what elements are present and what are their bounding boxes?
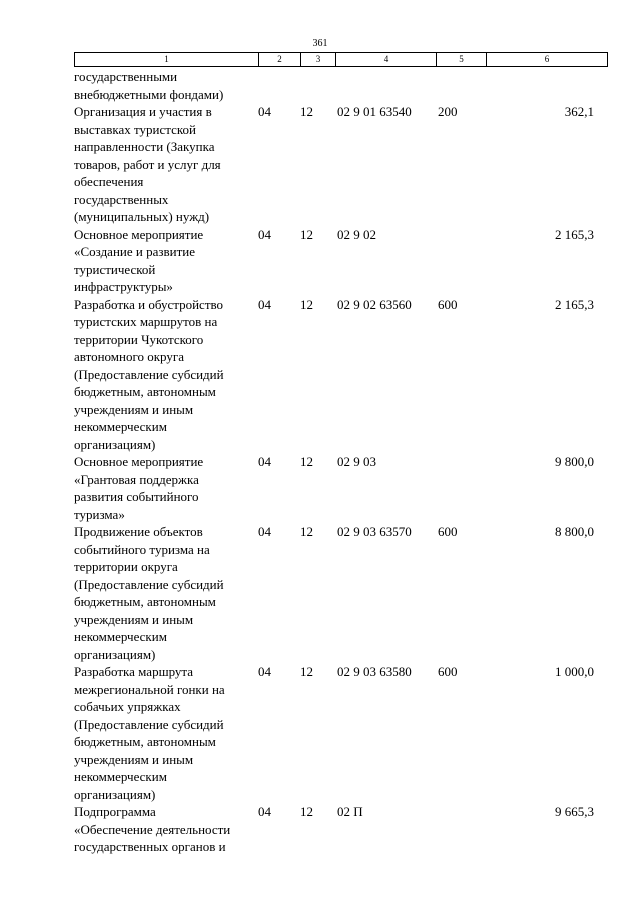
row-amount: 2 165,3	[555, 226, 594, 242]
row-section: 04	[258, 804, 271, 819]
header-col-1: 1	[75, 53, 259, 66]
row-amount: 9 665,3	[555, 804, 594, 819]
row-subsection: 12	[300, 296, 313, 312]
row-section: 04	[258, 454, 271, 469]
row-target-code: 02 9 01 63540	[337, 104, 412, 119]
row-target-code: 02 9 03 63580	[337, 664, 412, 679]
row-subsection: 12	[300, 804, 313, 819]
row-name: Разработка маршрута межрегиональной гонки на собачьих упряжках (Предоставление субсидий бюджетным, автономным учреждениям и иным некоммерческим организациям)	[74, 664, 225, 802]
row-section: 04	[258, 104, 271, 119]
row-amount: 2 165,3	[555, 296, 594, 312]
table-row	[74, 68, 608, 103]
table-row	[74, 103, 608, 226]
row-subsection: 12	[300, 226, 313, 242]
table-header	[74, 52, 608, 67]
row-target-code: 02 9 03 63570	[337, 524, 412, 539]
table-row	[74, 803, 608, 856]
table-row	[74, 663, 608, 803]
row-expense-type: 600	[438, 664, 458, 679]
row-amount: 8 800,0	[555, 524, 594, 539]
row-amount: 9 800,0	[555, 454, 594, 469]
header-col-3: 3	[301, 53, 336, 66]
table-body	[74, 68, 608, 856]
header-col-2: 2	[259, 53, 301, 66]
row-section: 04	[258, 296, 271, 312]
header-col-4: 4	[336, 53, 437, 66]
row-expense-type: 600	[438, 524, 458, 539]
row-subsection: 12	[300, 524, 313, 539]
row-expense-type: 200	[438, 104, 458, 119]
row-target-code: 02 9 03	[337, 454, 376, 469]
row-subsection: 12	[300, 454, 313, 469]
header-col-6: 6	[544, 54, 550, 64]
row-name: Подпрограмма «Обеспечение деятельности государственных органов и	[74, 804, 231, 854]
row-target-code: 02 9 02 63560	[337, 296, 412, 312]
page-number: 361	[312, 38, 328, 49]
header-col-5: 5	[437, 53, 487, 66]
row-section: 04	[258, 226, 271, 242]
row-name: государственными внебюджетными фондами)	[74, 69, 224, 102]
row-amount: 362,1	[564, 104, 594, 119]
row-target-code: 02 9 02	[337, 226, 376, 242]
table-row	[74, 453, 608, 523]
row-subsection: 12	[300, 664, 313, 679]
table-row	[74, 296, 608, 454]
row-section: 04	[258, 524, 271, 539]
row-name: Разработка и обустройство туристских маршрутов на территории Чукотского автономного округа (Предоставление субсидий бюджетным, автономным учреждениям и иным некоммерческим организациям)	[74, 296, 224, 452]
row-name: Основное мероприятие «Создание и развитие туристической инфраструктуры»	[74, 226, 204, 294]
row-subsection: 12	[300, 104, 313, 119]
row-section: 04	[258, 664, 271, 679]
row-name: Продвижение объектов событийного туризма на территории округа (Предоставление субсидий бюджетным, автономным учреждениям и иным некоммерческим организациям)	[74, 524, 224, 662]
table-row	[74, 226, 608, 296]
row-name: Организация и участия в выставках туристской направленности (Закупка товаров, работ и услуг для обеспечения государственных (муниципальных) нужд)	[74, 104, 221, 224]
row-amount: 1 000,0	[555, 664, 594, 679]
row-name: Основное мероприятие «Грантовая поддержка развития событийного туризма»	[74, 454, 204, 522]
row-target-code: 02 П	[337, 804, 363, 819]
row-expense-type: 600	[438, 296, 458, 312]
table-row	[74, 523, 608, 663]
